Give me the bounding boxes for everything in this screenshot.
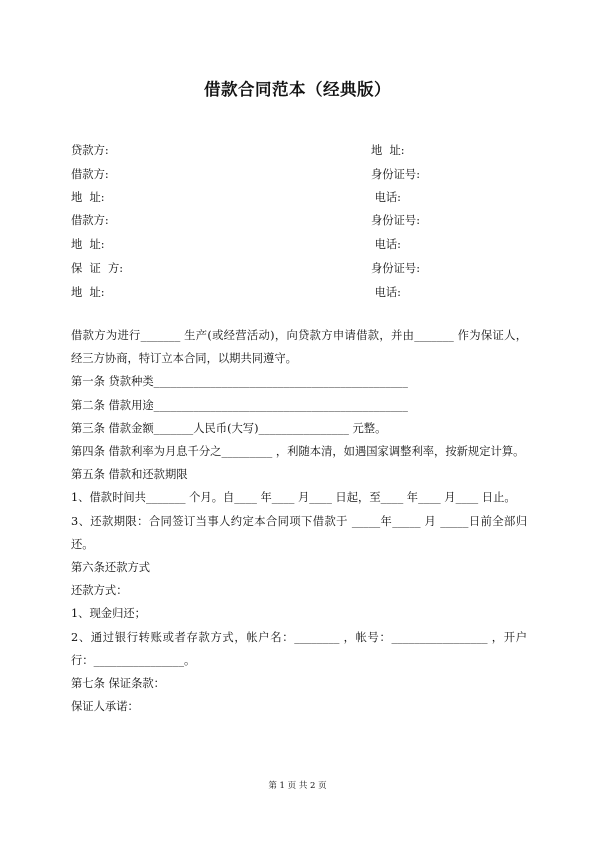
repayment-item-1: 1、现金归还； xyxy=(71,607,146,621)
party-row-address-3 xyxy=(71,284,541,302)
party-label: 地 址: xyxy=(71,191,105,204)
article-1-loan-type: 第一条 贷款种类_____________________________________________ xyxy=(71,375,408,389)
party-row-address-1 xyxy=(71,189,541,207)
party-field: 身份证号: xyxy=(371,214,420,227)
party-field: 电话: xyxy=(371,238,401,251)
article-6-heading: 第六条还款方式 xyxy=(71,561,151,575)
party-field: 身份证号: xyxy=(371,168,420,181)
repayment-method-label: 还款方式： xyxy=(71,584,128,598)
article-5-item-1: 1、借款时间共_______ 个月。自____ 年____ 月____ 日起，至____ 年____ 月____ 日止。 xyxy=(71,491,516,505)
party-field: 身份证号: xyxy=(371,262,420,275)
party-label: 借款方: xyxy=(71,214,109,227)
party-row-lender xyxy=(71,142,541,160)
party-field: 电话: xyxy=(371,286,401,299)
page-number: 第 1 页 共 2 页 xyxy=(268,781,327,791)
party-label: 贷款方: xyxy=(71,144,109,157)
article-3-loan-amount: 第三条 借款金额_______人民币(大写)________________ 元整。 xyxy=(71,421,387,435)
intro-paragraph: 借款方为进行_______ 生产(或经营活动)，向贷款方申请借款，并由_______ 作为保证人，经三方协商，特订立本合同，以期共同遵守。 xyxy=(71,329,527,366)
article-5-item-3: 3、还款期限：合同签订当事人约定本合同项下借款于 _____年_____ 月 _____日前全部归还。 xyxy=(71,514,527,551)
party-label: 保 证 方: xyxy=(71,262,124,275)
article-5-heading: 第五条 借款和还款期限 xyxy=(71,468,188,482)
party-row-borrower-1 xyxy=(71,166,541,184)
party-field: 地 址: xyxy=(371,144,405,157)
party-label: 地 址: xyxy=(71,286,105,299)
repayment-item-2: 2、通过银行转账或者存款方式，帐户名：________ ，帐号：_________________ ，开户行：________________。 xyxy=(71,630,527,667)
article-4-interest-rate: 第四条 借款利率为月息千分之_________ ，利随本清，如遇国家调整利率，按新规定计算。 xyxy=(71,445,525,459)
document-title: 借款合同范本（经典版） xyxy=(204,80,391,99)
article-2-loan-purpose: 第二条 借款用途_____________________________________________ xyxy=(71,398,408,412)
party-field: 电话: xyxy=(371,191,401,204)
contract-body xyxy=(71,324,527,718)
party-label: 借款方: xyxy=(71,168,109,181)
guarantor-pledge: 保证人承诺： xyxy=(71,700,139,714)
article-7-heading: 第七条 保证条款： xyxy=(71,677,165,691)
party-row-guarantor xyxy=(71,260,541,278)
party-label: 地 址: xyxy=(71,238,105,251)
party-row-borrower-2 xyxy=(71,212,541,230)
party-row-address-2 xyxy=(71,236,541,254)
